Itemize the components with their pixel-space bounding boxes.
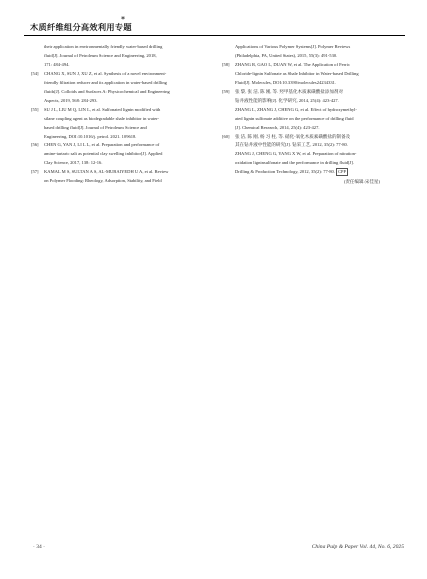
reference-line: Chloride-lignin Sulfonate as Shale Inhibitor in Water-based Drilling bbox=[235, 70, 359, 76]
journal-footer: China Pulp & Paper Vol. 44, No. 6, 2025 bbox=[311, 544, 404, 550]
reference-line: ated lignin sulfonate additive on the performance of drilling fluid bbox=[235, 115, 354, 121]
running-header bbox=[24, 15, 403, 36]
reference-number: [60] bbox=[222, 133, 230, 139]
reference-line: silane coupling agent as biodegradable shale inhibitor in water- bbox=[44, 115, 160, 121]
reference-line: Clay Science, 2017, 138: 12-16. bbox=[44, 160, 103, 166]
reference-number: [58] bbox=[222, 61, 230, 67]
reference-line: ZHANG R, GAO L, DUAN W, et al. The Application of Ferric bbox=[235, 61, 350, 67]
reference-line: Engineering, DOI:10.1016/j. petrol. 2021. 109618. bbox=[44, 133, 137, 139]
section-title: 木质纤维组分高效利用专题 bbox=[30, 22, 132, 32]
reference-59 bbox=[222, 88, 402, 133]
reference-line: Drilling & Production Technology, 2012, 35(2): 77-80. bbox=[235, 169, 335, 175]
reference-line: 钻井液性能的影响[J]. 化学研究, 2014, 25(4): 423-427. bbox=[235, 97, 339, 103]
reference-line: on Polymer Flooding: Rheology, Adsorption, Stability, and Field bbox=[44, 178, 162, 184]
reference-line: friendly filtration reducer and its application in water-based drilling bbox=[44, 79, 167, 85]
reference-line: ZHANG J, CHENG G, YANG X W, et al. Preparation of nitration- bbox=[235, 151, 357, 157]
reference-line: CHEN G, YAN J, LI L L, et al. Preparation and performance of bbox=[44, 142, 160, 148]
reference-57 bbox=[31, 168, 207, 186]
reference-line: [J]. Chemical Research, 2014, 25(4): 423-427. bbox=[235, 124, 320, 130]
ref-continuation-line: their application in environmentally friendly water-based drilling bbox=[44, 44, 163, 49]
ref-continuation-line: 171: 484-494. bbox=[44, 61, 70, 67]
ref-continuation-line: (Philadelphia, PA, United States), 2015, 55(3): 491-530. bbox=[235, 52, 338, 58]
reference-line: CHANG X, SUN J, XU Z, et al. Synthesis of a novel environment- bbox=[44, 70, 167, 76]
editor-note: (责任编辑:宋佳星) bbox=[343, 179, 380, 185]
reference-line: oxidation ligninsulfonate and the performance in drilling fluid[J]. bbox=[235, 160, 354, 166]
header-rule bbox=[24, 35, 405, 36]
reference-line: Aspects, 2019, 568: 284-293. bbox=[44, 97, 98, 103]
reference-number: [59] bbox=[222, 88, 230, 94]
reference-number: [55] bbox=[31, 106, 39, 112]
reference-line: based drilling fluid[J]. Journal of Petroleum Science and bbox=[44, 124, 147, 130]
right-column bbox=[222, 43, 402, 187]
reference-55 bbox=[31, 106, 207, 142]
ref-continuation-line: fluid[J]. Journal of Petroleum Science and Engineering, 2018, bbox=[44, 52, 157, 58]
reference-60 bbox=[222, 133, 402, 178]
reference-number: [54] bbox=[31, 70, 39, 76]
left-column bbox=[31, 43, 207, 186]
reference-line: amine-tartaric salt as potential clay swelling inhibitor[J]. Applied bbox=[44, 151, 163, 157]
ref-continuation-line: Applications of Various Polymer Systems[J]. Polymer Reviews bbox=[235, 44, 351, 49]
reference-line: Fluid[J]. Molecules, DOI:10.3390/molecules24234331. bbox=[235, 79, 337, 85]
reference-line-last bbox=[235, 168, 402, 177]
cpp-badge: CPP bbox=[338, 169, 346, 175]
reference-line: ZHANG L, ZHANG J, CHENG G, et al. Effect of hydroxymethyl- bbox=[235, 106, 357, 112]
header-star-mark: * bbox=[121, 15, 125, 24]
reference-line: SU J L, LIU M Q, LIN L, et al. Sulfonated lignin modified with bbox=[44, 106, 161, 112]
page-number: · 34 · bbox=[33, 544, 45, 550]
reference-line: 张 洁, 陈 刚, 杨 习 柱, 等. 硝化-氧化木质素磺酸盐的制备及 bbox=[235, 133, 351, 139]
reference-line: 其在钻井液中性能的研究[J]. 钻采工艺, 2012, 35(2): 77-80. bbox=[235, 142, 348, 148]
reference-line: KAMAL M S, SULTAN A S, AL-MUBAIYEDH U A, et al. Review bbox=[44, 169, 169, 175]
reference-number: [56] bbox=[31, 142, 39, 148]
reference-line: fluids[J]. Colloids and Surfaces A: Physicochemical and Engineering bbox=[44, 88, 170, 94]
reference-58 bbox=[222, 61, 402, 88]
reference-number: [57] bbox=[31, 169, 39, 175]
reference-54 bbox=[31, 70, 207, 106]
reference-line: 张 黎, 张 洁, 陈 刚, 等. 羟甲基化木质素磺酸盐添加剂对 bbox=[235, 88, 343, 94]
reference-56 bbox=[31, 141, 207, 168]
